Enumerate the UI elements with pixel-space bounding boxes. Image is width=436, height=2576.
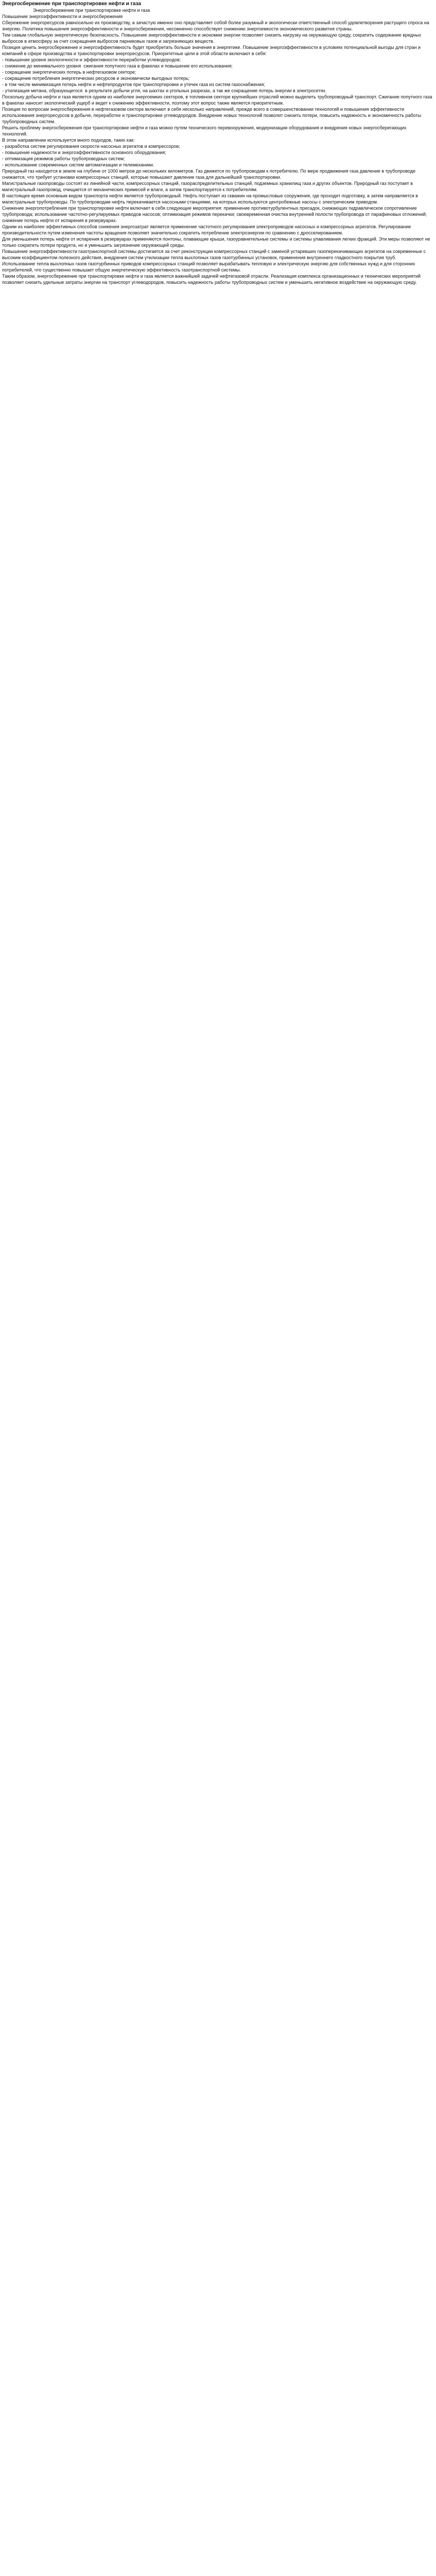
paragraph: Тем самым глобальную энергетическую безопасность. Повышение энергоэффективности и экономии энергии позволяет снизить нагрузку на окружающую среду, сократить содержание вредных выбросов в атмосферу за счет сокращения выбросов парниковых газов и загрязняющих веществ. <box>2 32 423 44</box>
paragraph: Использование тепла выхлопных газов газотурбинных приводов компрессорных станций позволяет вырабатывать тепловую и электрическую энергию для собственных нужд и для сторонних потребителей, что существенно повышает общую энергетическую эффективность газотранспортной системы. <box>2 261 416 273</box>
paragraph: Снижение энергопотребления при транспортировке нефти включает в себя следующие мероприятия: применение противотурбулентных присадок, снижающих гидравлическое сопротивление трубопровода; использование частотно-регулируемых приводов насосов; оптимизация режимов перекачки; своевременная очистка внутренней полости трубопровода от парафиновых отложений; снижение потерь нефти от испарения в резервуарах. <box>2 206 428 223</box>
paragraph: Магистральные газопроводы состоят из линейной части, компрессорных станций, газораспределительных станций, подземных хранилищ газа и других объектов. Природный газ поступает в магистральный газопровод, очищается от механических примесей и влаги, а затем транспортируется к потребителям. <box>2 181 414 192</box>
paragraph: Решить проблему энергосбережения при транспортировке нефти и газа можно путем технического перевооружения, модернизации оборудования и внедрения новых энергосберегающих технологий. <box>2 125 408 137</box>
paragraph: - снижение до минимального уровня сжигания попутного газа в факелах и повышение его использования; <box>2 63 233 69</box>
paragraph: Повышение энергоэффективности газотранспортной системы достигается за счет реконструкции компрессорных станций с заменой устаревших газоперекачивающих агрегатов на современные с высоким коэффициентом полезного действия, внедрения систем утилизации тепла выхлопных газов газотурбинных установок, применения внутреннего гладкостного покрытия труб. <box>2 249 427 260</box>
paragraph: Сбережение энергоресурсов равносильно их производству, а зачастую именно оно представляет собой более разумный и экологически ответственный способ удовлетворения растущего спроса на энергию. Политика повышения энергоэффективности и энергосбережения, несомненно способствует снижению энергоемкости экономического развития страны. <box>2 20 431 31</box>
paragraph: Позиция ценить энергосбережение и энергоэффективность будет приобретать больше значения в энергетике. Повышение энергоэффективности в условиях потенциальной выгоды для стран и компаний в сфере производства и транспортировки энергоресурсов. Приоритетные цели в этой области включают в себя: <box>2 45 422 56</box>
paragraph: - использование современных систем автоматизации и телемеханики. <box>2 162 154 167</box>
paragraph: - сокращение потребления энергетических ресурсов и экономически выгодных потерь; <box>2 76 190 81</box>
paragraph: В этом направлении используется много подходов, таких как: <box>2 138 135 143</box>
paragraph: - в том числе минимизация потерь нефти и нефтепродуктов при транспортировке и утечек газа из систем газоснабжения; <box>2 82 265 87</box>
paragraph: В настоящее время основным видом транспорта нефти является трубопроводный. Нефть поступает из скважин на промысловые сооружения, где проходит подготовку, а затем направляется в магистральные трубопроводы. По трубопроводам нефть перекачивается насосными станциями, на которых используются центробежные насосы с электрическим приводом. <box>2 193 420 205</box>
paragraph: - утилизация метана, образующегося в результате добычи угля, на шахтах и угольных разрезах, а так же сокращение потерь энергии в электросетях. <box>2 88 327 93</box>
paragraph: - сокращение энергетических потерь в нефтегазовом секторе; <box>2 70 136 75</box>
paragraph: Природный газ находится в земле на глубине от 1000 метров до нескольких километров. Газ движется по трубопроводам к потребителю. По мере продвижения газа давление в трубопроводе снижается, что требует установки компрессорных станций, которые повышают давление газа для дальнейшей транспортировки. <box>2 168 417 180</box>
document-title: Энергосбережение при транспортировке нефти и газа <box>2 1 141 7</box>
paragraph: Повышение энергоэффективности и энергосбережения <box>2 14 123 19</box>
paragraph: Для уменьшения потерь нефти от испарения в резервуарах применяются понтоны, плавающие крыши, газоуравнительные системы и системы улавливания легких фракций. Эти меры позволяют не только сократить потери продукта, но и уменьшить загрязнение окружающей среды. <box>2 236 432 248</box>
paragraph: - повышение надежности и энергоэффективности основного оборудования; <box>2 150 166 155</box>
paragraph: - повышение уровня экологичности и эффективности переработки углеводородов; <box>2 57 181 62</box>
paragraph: Поскольку добыча нефти и газа является одним из наиболее энергоемких секторов, в топливном секторе крупнейших отраслей можно выделить трубопроводный транспорт. Сжигание попутного газа в факелах наносит экологический ущерб и ведет к снижению эффективности, поэтому этот вопрос также является приоритетным. <box>2 94 434 106</box>
document-subtitle: Энергосбережение при транспортировке нефти и газа <box>33 8 150 13</box>
paragraph: - разработка систем регулирования скорости насосных агрегатов и компрессоров; <box>2 144 180 149</box>
paragraph: Позиции по вопросам энергосбережения в нефтегазовом секторе включают в себя несколько направлений, прежде всего в совершенствовании технологий и повышения эффективности использования энергоресурсов в добыче, переработке и транспортировке углеводородов. Внедрение новых технологий позволит снизить потери, повысить надежность и экономичность работы трубопроводных систем. <box>2 107 423 124</box>
document-body <box>2 13 433 285</box>
paragraph: - оптимизация режимов работы трубопроводных систем; <box>2 156 125 161</box>
paragraph: Таким образом, энергосбережение при транспортировке нефти и газа является важнейшей задачей нефтегазовой отрасли. Реализация комплекса организационных и технических мероприятий позволяет снизить удельные затраты энергии на транспорт углеводородов, повысить надежность работы трубопроводных систем и уменьшить негативное воздействие на окружающую среду. <box>2 274 422 285</box>
paragraph: Одним из наиболее эффективных способов снижения энергозатрат является применение частотного регулирования электроприводов насосных и компрессорных агрегатов. Регулирование производительности путем изменения частоты вращения позволяет значительно сократить потребление электроэнергии по сравнению с дросселированием. <box>2 224 412 235</box>
